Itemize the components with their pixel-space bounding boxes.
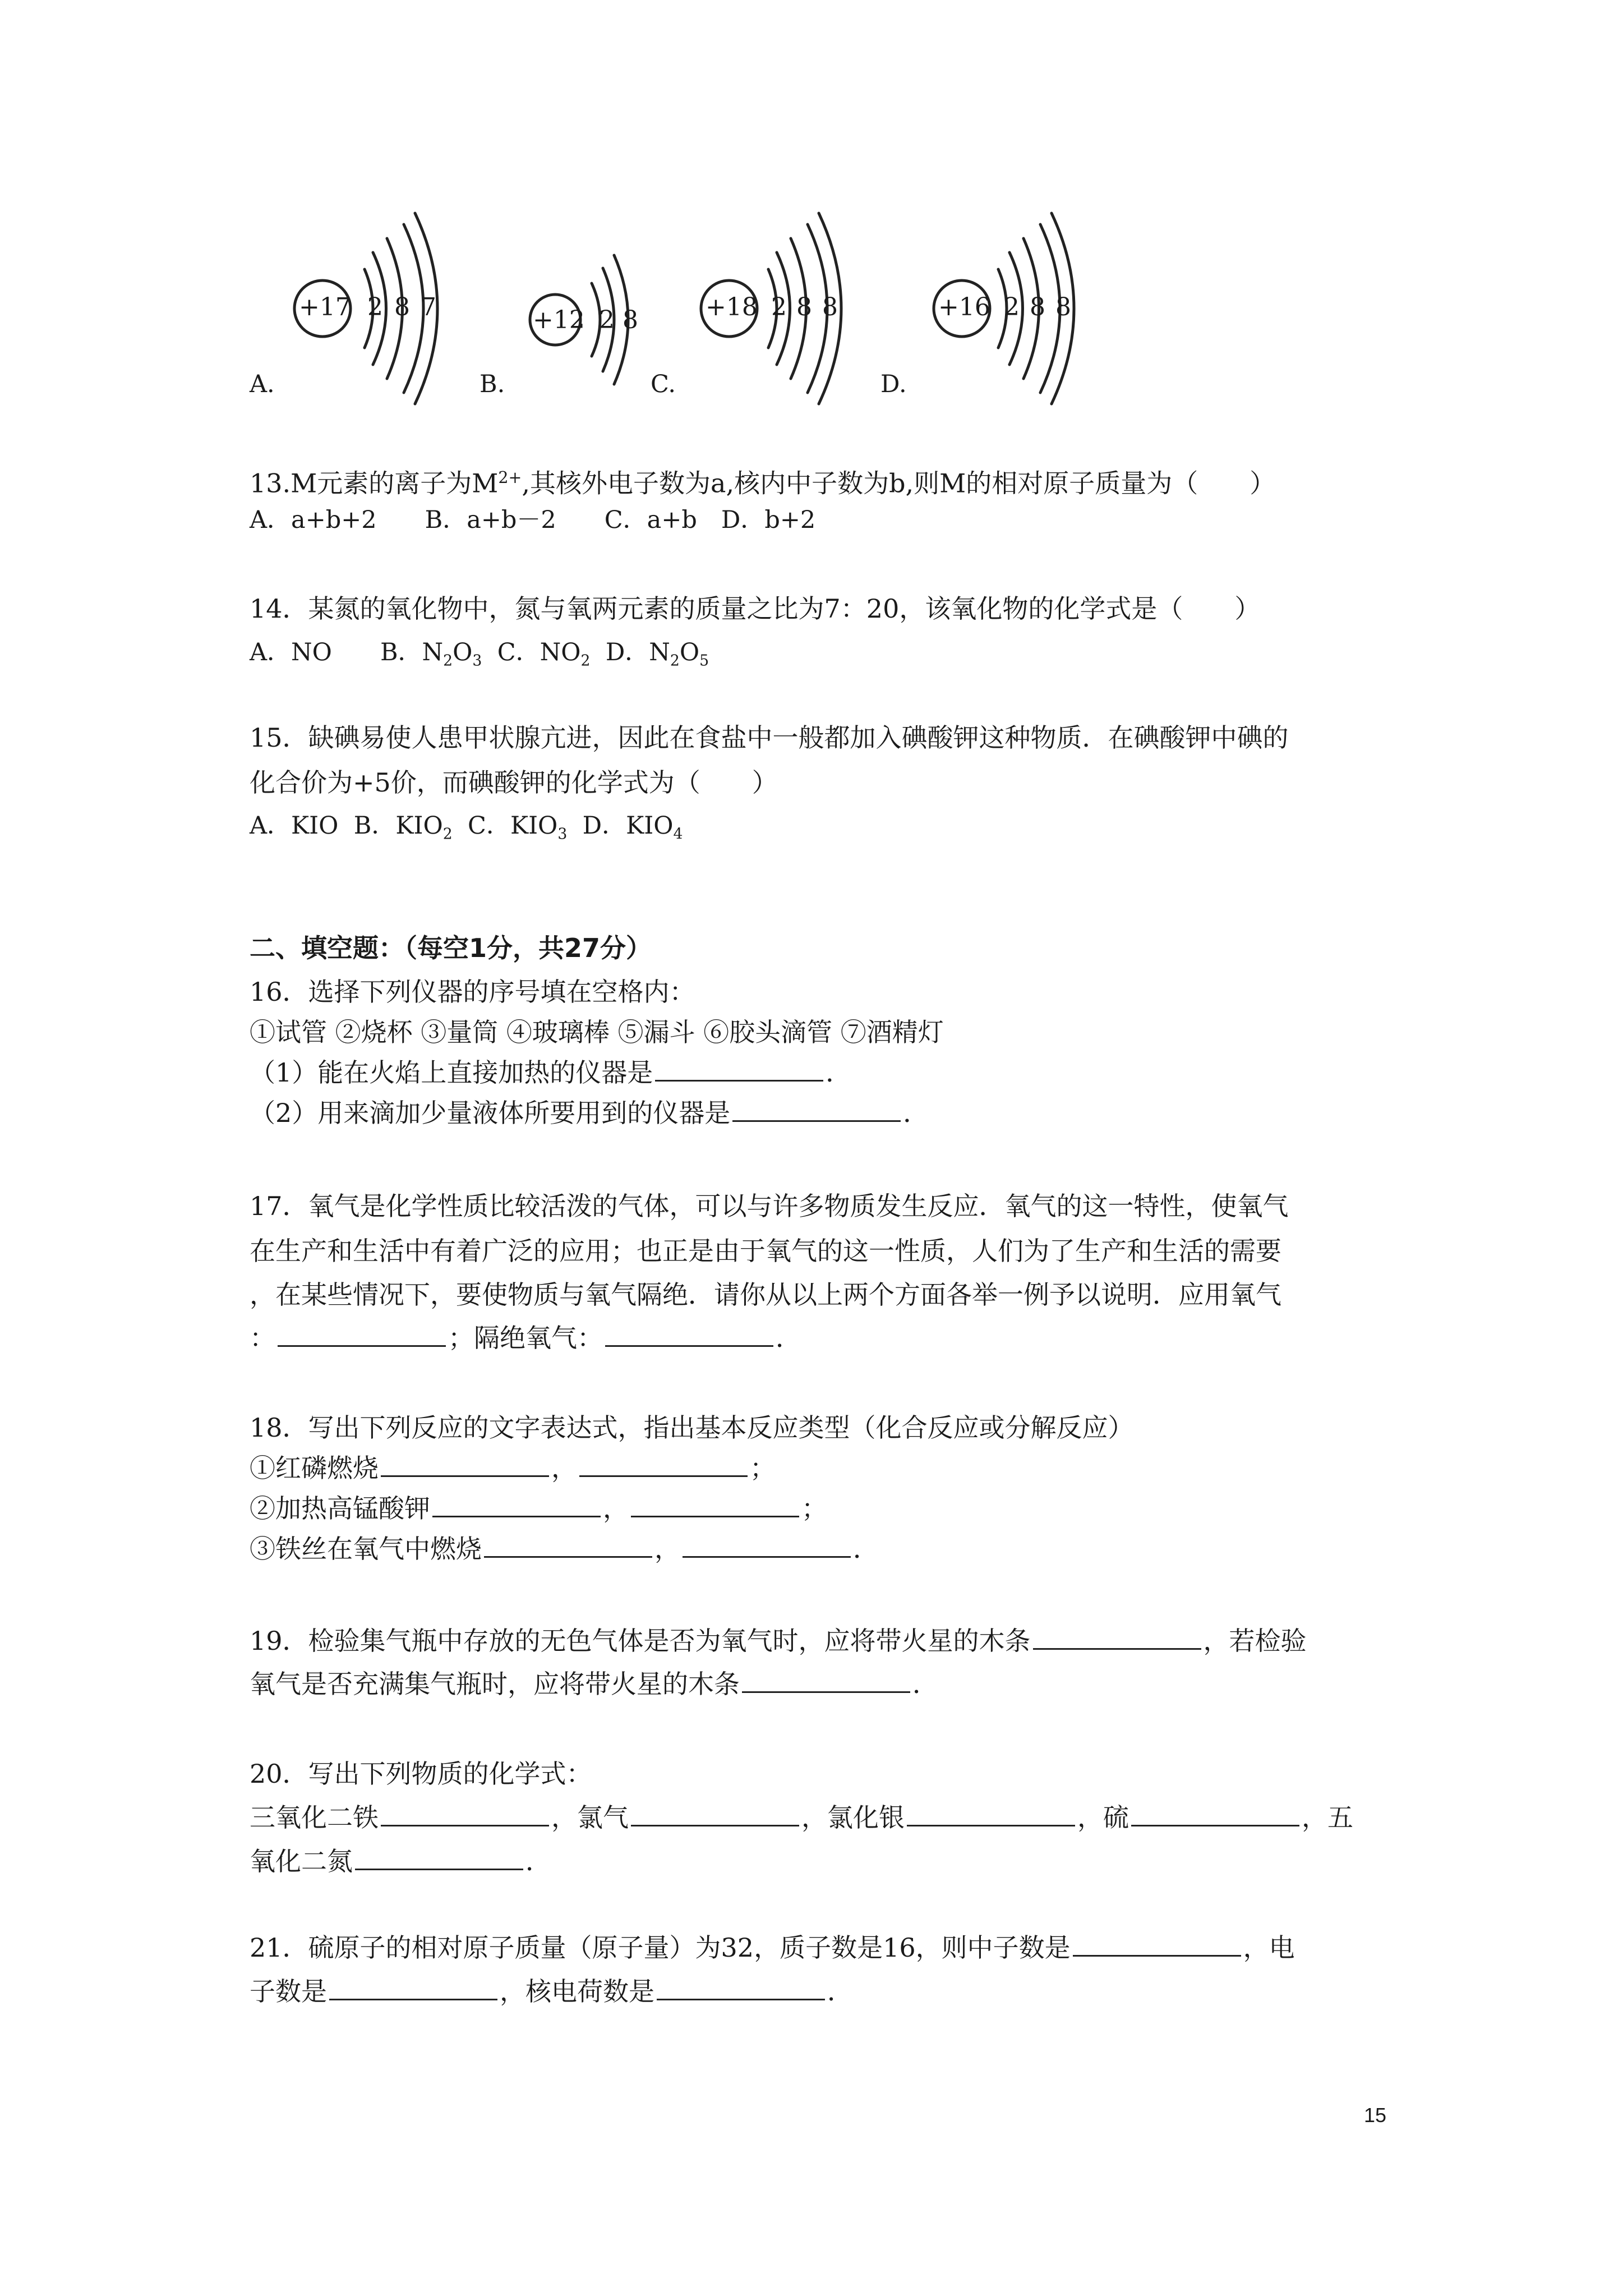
answer-blank[interactable] [1033,1623,1201,1650]
question-16-part-1: （1）能在火焰上直接加热的仪器是 ． [250,1050,851,1095]
answer-blank[interactable] [605,1320,773,1347]
answer-blank[interactable] [432,1491,601,1517]
page-number: 15 [1364,2104,1387,2127]
atom-a-shell-1: 2 [367,293,383,321]
question-15-option-b: B．$KIO_2$ [353,812,453,843]
question-20-stem: 20．写出下列物质的化学式： [250,1759,592,1789]
atom-option-d: D. [880,370,907,398]
atom-c-shell-2: 8 [796,293,812,321]
answer-blank[interactable] [381,1451,549,1477]
question-13-text-post: ,其核外电子数为a,核内中子数为b,则M的相对原子质量为（ ） [522,468,1276,499]
answer-blank[interactable] [329,1974,497,2000]
atom-d-shell-1: 2 [1004,293,1020,321]
question-20-line-2: 氧化二氮 ． [250,1839,551,1884]
atom-option-a: A. [250,370,275,398]
answer-blank[interactable] [381,1800,549,1826]
question-16-part-2: （2）用来滴加少量液体所要用到的仪器是 ． [250,1091,929,1135]
answer-blank[interactable] [1073,1930,1241,1957]
answer-blank[interactable] [278,1320,446,1347]
question-18-reaction-2: ②加热高锰酸钾 ， ； [250,1486,827,1531]
question-13-text-pre: 13.M元素的离子为M [250,468,499,499]
atom-c-shell-1: 2 [771,293,787,321]
atom-b-shell-1: 2 [599,306,615,334]
answer-blank[interactable] [631,1491,799,1517]
question-18-stem: 18．写出下列反应的文字表达式，指出基本反应类型（化合反应或分解反应） [250,1412,1134,1443]
question-20-line-1: 三氧化二铁 ，氯气 ，氯化银 ，硫 ，五 [250,1795,1353,1840]
question-14: 14．某氮的氧化物中，氮与氧两元素的质量之比为7：20，该氧化物的化学式是（ ） [250,593,1261,624]
question-15-option-a: A．KIO [250,812,339,840]
atom-b-shell-2: 8 [623,306,638,334]
question-14-option-a: A．NO [250,638,332,666]
question-14-option-c: C．$NO_2$ [497,638,591,670]
question-16-items: ①试管 ②烧杯 ③量筒 ④玻璃棒 ⑤漏斗 ⑥胶头滴管 ⑦酒精灯 [250,1017,944,1047]
atom-b-nucleus: +12 [533,306,585,334]
question-18-reaction-1: ①红磷燃烧 ， ； [250,1446,776,1490]
answer-blank[interactable] [631,1800,799,1826]
atom-d-nucleus: +16 [938,293,990,321]
question-21-line-1: 21．硫原子的相对原子质量（原子量）为32，质子数是16，则中子数是 ，电 [250,1925,1295,1970]
answer-blank[interactable] [683,1531,851,1558]
question-15-option-d: D．$KIO_4$ [582,812,683,843]
question-13-options: A．a+b+2 B．a+b－2 C．a+b D．b+2 [250,506,816,534]
atom-a-shell-2: 8 [394,293,410,321]
question-21-line-2: 子数是 ，核电荷数是 ． [250,1969,853,2014]
atom-option-c: C. [651,370,676,398]
atom-d-shell-2: 8 [1030,293,1045,321]
atom-c-shell-3: 8 [822,293,838,321]
answer-blank[interactable] [657,1974,825,2000]
question-13 [250,455,1275,505]
question-15-option-c: C．$KIO_3$ [468,812,568,843]
question-19-line-2: 氧气是否充满集气瓶时，应将带火星的木条 ． [250,1662,938,1706]
atom-a-shell-3: 7 [421,293,436,321]
answer-blank[interactable] [1131,1800,1299,1826]
answer-blank[interactable] [579,1451,748,1477]
answer-blank[interactable] [907,1800,1075,1826]
atom-d-shell-3: 8 [1055,293,1071,321]
answer-blank[interactable] [484,1531,652,1558]
question-15-line-2: 化合价为+5价，而碘酸钾的化学式为（ ） [250,767,778,798]
question-14-option-d: D．$N_2O_5$ [605,638,709,670]
question-17-line-1: 17．氧气是化学性质比较活泼的气体，可以与许多物质发生反应．氧气的这一特性，使氧气 [250,1191,1289,1221]
answer-blank[interactable] [655,1055,823,1082]
atom-option-b: B. [479,370,505,398]
question-17-line-2: 在生产和生活中有着广泛的应用；也正是由于氧气的这一性质，人们为了生产和生活的需要 [250,1236,1281,1266]
answer-blank[interactable] [355,1844,523,1870]
question-16-stem: 16．选择下列仪器的序号填在空格内： [250,977,695,1007]
question-14-option-b: B．$N_2O_3$ [380,638,482,670]
question-19-line-1: 19．检验集气瓶中存放的无色气体是否为氧气时，应将带火星的木条 ，若检验 [250,1618,1307,1663]
answer-blank[interactable] [742,1667,910,1693]
question-15-line-1: 15．缺碘易使人患甲状腺亢进，因此在食盐中一般都加入碘酸钾这种物质．在碘酸钾中碘的 [250,723,1289,753]
question-17-line-3: ，在某些情况下，要使物质与氧气隔绝．请你从以上两个方面各举一例予以说明．应用氧气 [250,1280,1281,1310]
answer-blank[interactable] [732,1096,901,1122]
question-14-options [250,633,709,681]
atom-a-nucleus: +17 [299,293,351,321]
question-13-charge: 2+ [498,468,522,487]
section-2-heading: 二、填空题：（每空1分，共27分） [250,933,652,963]
question-15-options [250,806,683,854]
question-17-line-4: ： ；隔绝氧气： ． [250,1315,801,1360]
question-18-reaction-3: ③铁丝在氧气中燃烧 ， ． [250,1526,879,1571]
atom-c-nucleus: +18 [706,293,758,321]
